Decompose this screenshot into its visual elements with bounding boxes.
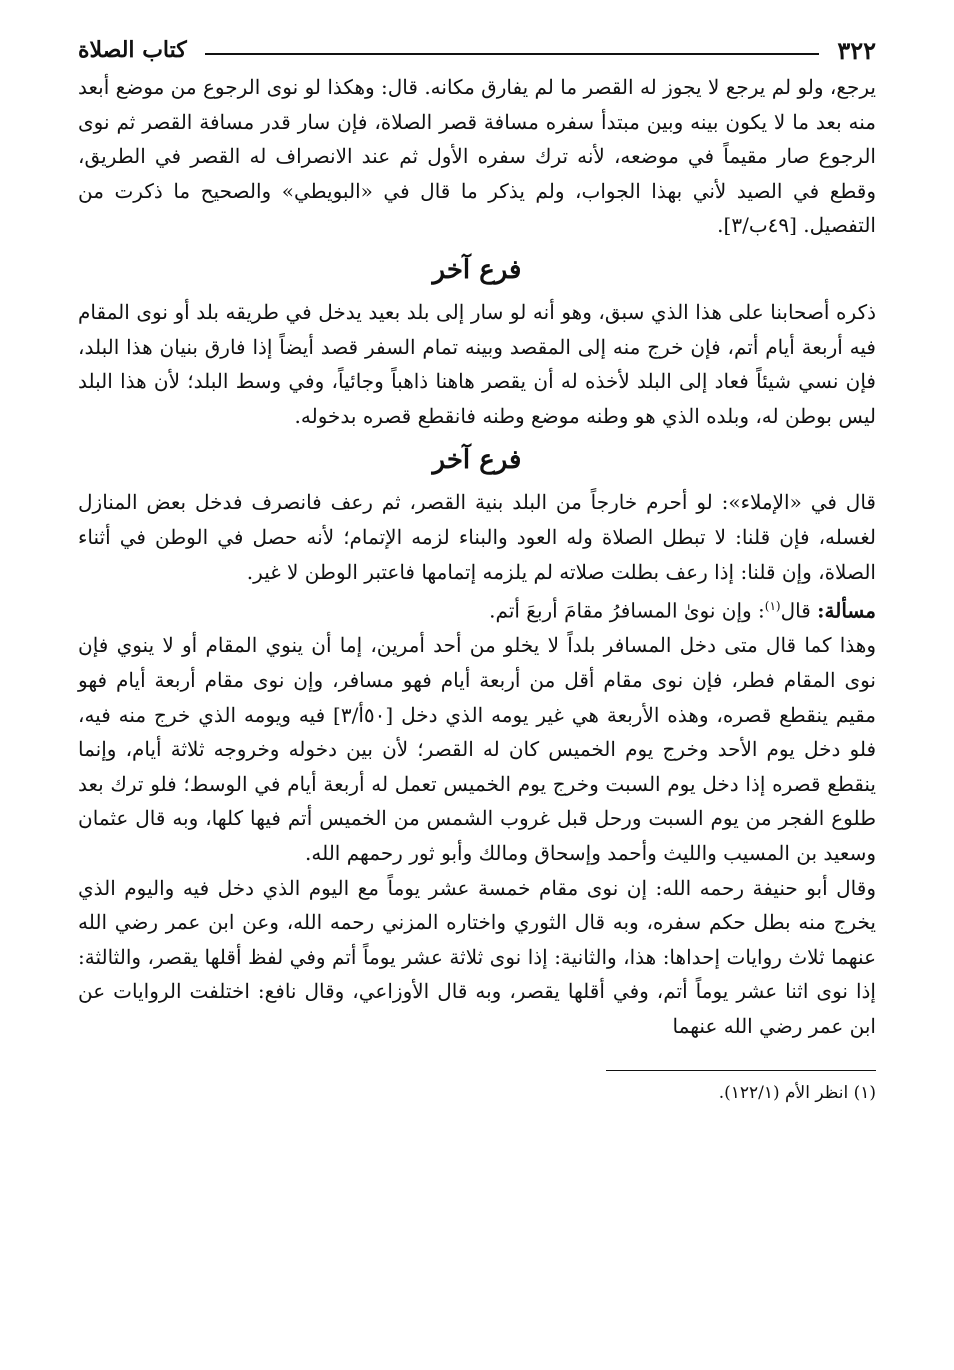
paragraph: وهذا كما قال متى دخل المسافر بلداً لا يخلو من أحد أمرين، إما أن ينوي المقام أو لا ينوي فإن نوى المقام فطر، فإن نوى مقام أقل من أربعة أيام فهو مسافر، وإن نوى مقام أربعة أيام فهو مقيم ينقطع قصره، وهذه الأربعة هي غير يومه الذي دخل [٥٠أ/٣] فيه ويومه الذي خرج منه فيه، فلو دخل يوم الأحد وخرج يوم الخميس كان له القصر؛ لأن بين دخوله وخروجه ثلاثة أيام، وإنما ينقطع قصره إذا دخل يوم السبت وخرج يوم الخميس تعمل له أربعة أيام في الوسط؛ فلو ترك بعد طلوع الفجر من يوم السبت ورحل قبل غروب الشمس من الخميس أتم فيها كلها، وبه قال عثمان وسعيد بن المسيب والليث وأحمد وإسحاق ومالك وأبو ثور رحمهم الله. (78, 633, 876, 865)
footnote-text: انظر الأم (١٢٢/١). (718, 1082, 849, 1103)
paragraph: يرجع، ولو لم يرجع لا يجوز له القصر ما لم يفارق مكانه. قال: وهكذا لو نوى الرجوع من موضع أبعد منه بعد ما لا يكون بينه وبين مبتدأ سفره مسافة قصر الصلاة، فإن سار قدر مسافة القصر ثم نوى الرجوع صار مقيماً في موضعه، لأنه ترك سفره الأول ثم عند الانصراف له القصر في الطريق، وقطع في الصيد لأني بهذا الجواب، ولم يذكر ما قال في «البويطي» والصحيح ما ذكرت من التفصيل. [٤٩ب/٣]. (78, 75, 876, 238)
section-heading: فرع آخر (432, 445, 522, 476)
issue-text-after: : وإن نوىٰ المسافرُ مقامَ أربعَ أتم. (489, 598, 765, 623)
footnote (78, 1079, 876, 1107)
section-heading: فرع آخر (432, 254, 522, 285)
page-number: ٣٢٢ (837, 35, 876, 65)
paragraph: قال في «الإملاء»: لو أحرم خارجاً من البلد بنية القصر، ثم رعف فانصرف فدخل بعض المنازل لغسله، فإن قلنا: لا تبطل الصلاة وله العود والبناء لزمه الإتمام؛ لأنه حصل في الوطن في أثناء الصلاة، وإن قلنا: إذا رعف بطلت صلاته لم يلزمه إتمامها فاعتبر الوطن لا غير. (78, 490, 876, 584)
issue-text-before: قال (780, 598, 811, 623)
footnote-number: (١) (853, 1082, 876, 1103)
page-header (78, 30, 876, 70)
issue-line (78, 589, 876, 628)
footnote-reference: (١) (764, 599, 781, 614)
header-rule (205, 53, 820, 55)
paragraph: ذكره أصحابنا على هذا الذي سبق، وهو أنه لو سار إلى بلد بعيد يدخل في طريقه بلد أو نوى المقام فيه أربعة أيام أتم، فإن خرج منه إلى المقصد وبينه تمام السفر قصد أيضاً إذا فارق بنيان هذا البلد، فإن نسي شيئاً فعاد إلى البلد لأخذه له أن يقصر هاهنا ذاهباً وجائياً، وفي وسط البلد؛ لأن هذا البلد ليس بوطن له، وبلده الذي هو وطنه موضع وطنه فانقطع قصره بدخوله. (78, 299, 876, 428)
paragraph: وقال أبو حنيفة رحمه الله: إن نوى مقام خمسة عشر يوماً مع اليوم الذي دخل فيه واليوم الذي يخرج منه بطل حكم سفره، وبه قال الثوري واختاره المزني رحمه الله، وعن ابن عمر رضي الله عنهما ثلاث روايات إحداها: هذا، والثانية: إذا نوى ثلاثة عشر يوماً أتم وفي لفظ أقلها يقصر، والثالثة: إذا نوى اثنا عشر يوماً أتم، وفي أقلها يقصر، وبه قال الأوزاعي، وقال نافع: اختلفت الروايات عن ابن عمر رضي الله عنهما (78, 875, 876, 1038)
issue-label: مسألة: (817, 598, 876, 623)
footnote-rule (606, 1070, 876, 1071)
book-title: كتاب الصلاة (78, 37, 187, 63)
